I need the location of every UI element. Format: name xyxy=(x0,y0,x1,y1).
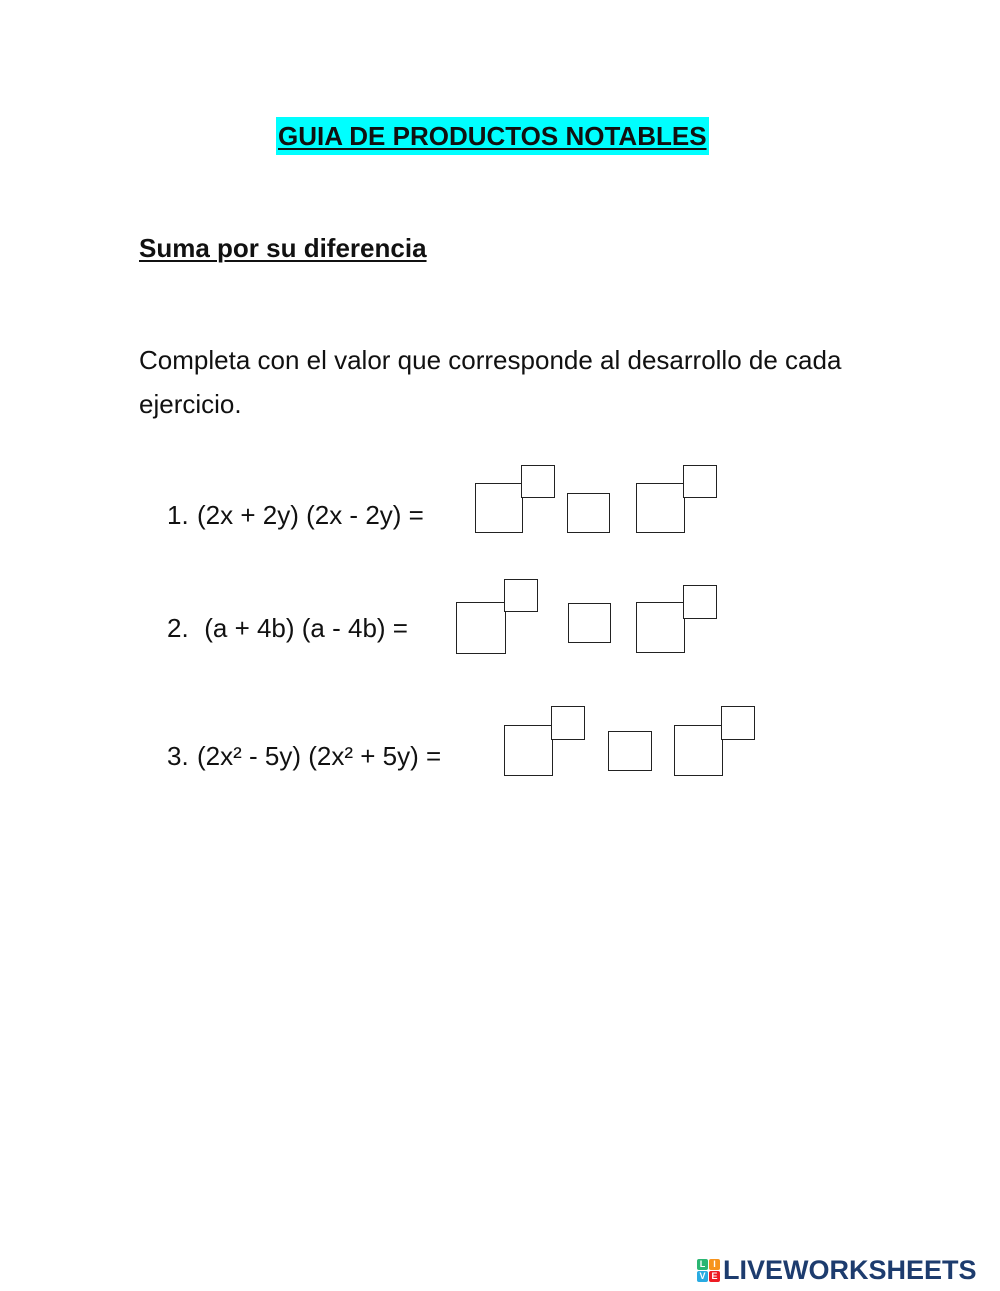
exercise-2-term-1-input[interactable] xyxy=(456,602,506,654)
page-title: GUIA DE PRODUCTOS NOTABLES xyxy=(276,117,709,155)
logo-letter-e: E xyxy=(709,1271,720,1282)
logo-letter-i: I xyxy=(709,1259,720,1270)
exercise-2-term-1-exponent-input[interactable] xyxy=(504,579,538,612)
exercise-1-expression: (2x + 2y) (2x - 2y) = xyxy=(197,500,424,530)
liveworksheets-logo xyxy=(697,1255,977,1285)
exercise-2-operator-input[interactable] xyxy=(568,603,611,643)
logo-letter-l: L xyxy=(697,1259,708,1270)
exercise-1-number: 1. xyxy=(167,500,189,530)
exercise-1-operator-input[interactable] xyxy=(567,493,610,533)
exercise-3-operator-input[interactable] xyxy=(608,731,652,771)
section-subtitle: Suma por su diferencia xyxy=(139,233,427,263)
instructions-text: Completa con el valor que corresponde al desarrollo de cada ejercicio. xyxy=(139,345,842,419)
logo-letter-v: V xyxy=(697,1271,708,1282)
exercise-1-term-1-input[interactable] xyxy=(475,483,523,533)
exercise-1-term-2-input[interactable] xyxy=(636,483,685,533)
exercise-3-expression: (2x² - 5y) (2x² + 5y) = xyxy=(197,741,442,771)
exercise-3-term-1-input[interactable] xyxy=(504,725,553,776)
exercise-3-term-2-input[interactable] xyxy=(674,725,723,776)
exercise-3 xyxy=(167,738,441,774)
exercise-1-term-2-exponent-input[interactable] xyxy=(683,465,717,498)
exercise-3-term-1-exponent-input[interactable] xyxy=(551,706,585,740)
exercise-2-term-2-exponent-input[interactable] xyxy=(683,585,717,619)
liveworksheets-logo-text: LIVEWORKSHEETS xyxy=(723,1255,977,1285)
exercise-2-expression: (a + 4b) (a - 4b) = xyxy=(197,613,408,643)
exercise-1 xyxy=(167,497,424,533)
exercise-3-number: 3. xyxy=(167,741,189,771)
exercise-1-term-1-exponent-input[interactable] xyxy=(521,465,555,498)
exercise-2 xyxy=(167,610,408,646)
exercise-2-number: 2. xyxy=(167,613,189,643)
exercise-2-term-2-input[interactable] xyxy=(636,602,685,653)
liveworksheets-logo-icon xyxy=(697,1259,720,1282)
exercise-3-term-2-exponent-input[interactable] xyxy=(721,706,755,740)
